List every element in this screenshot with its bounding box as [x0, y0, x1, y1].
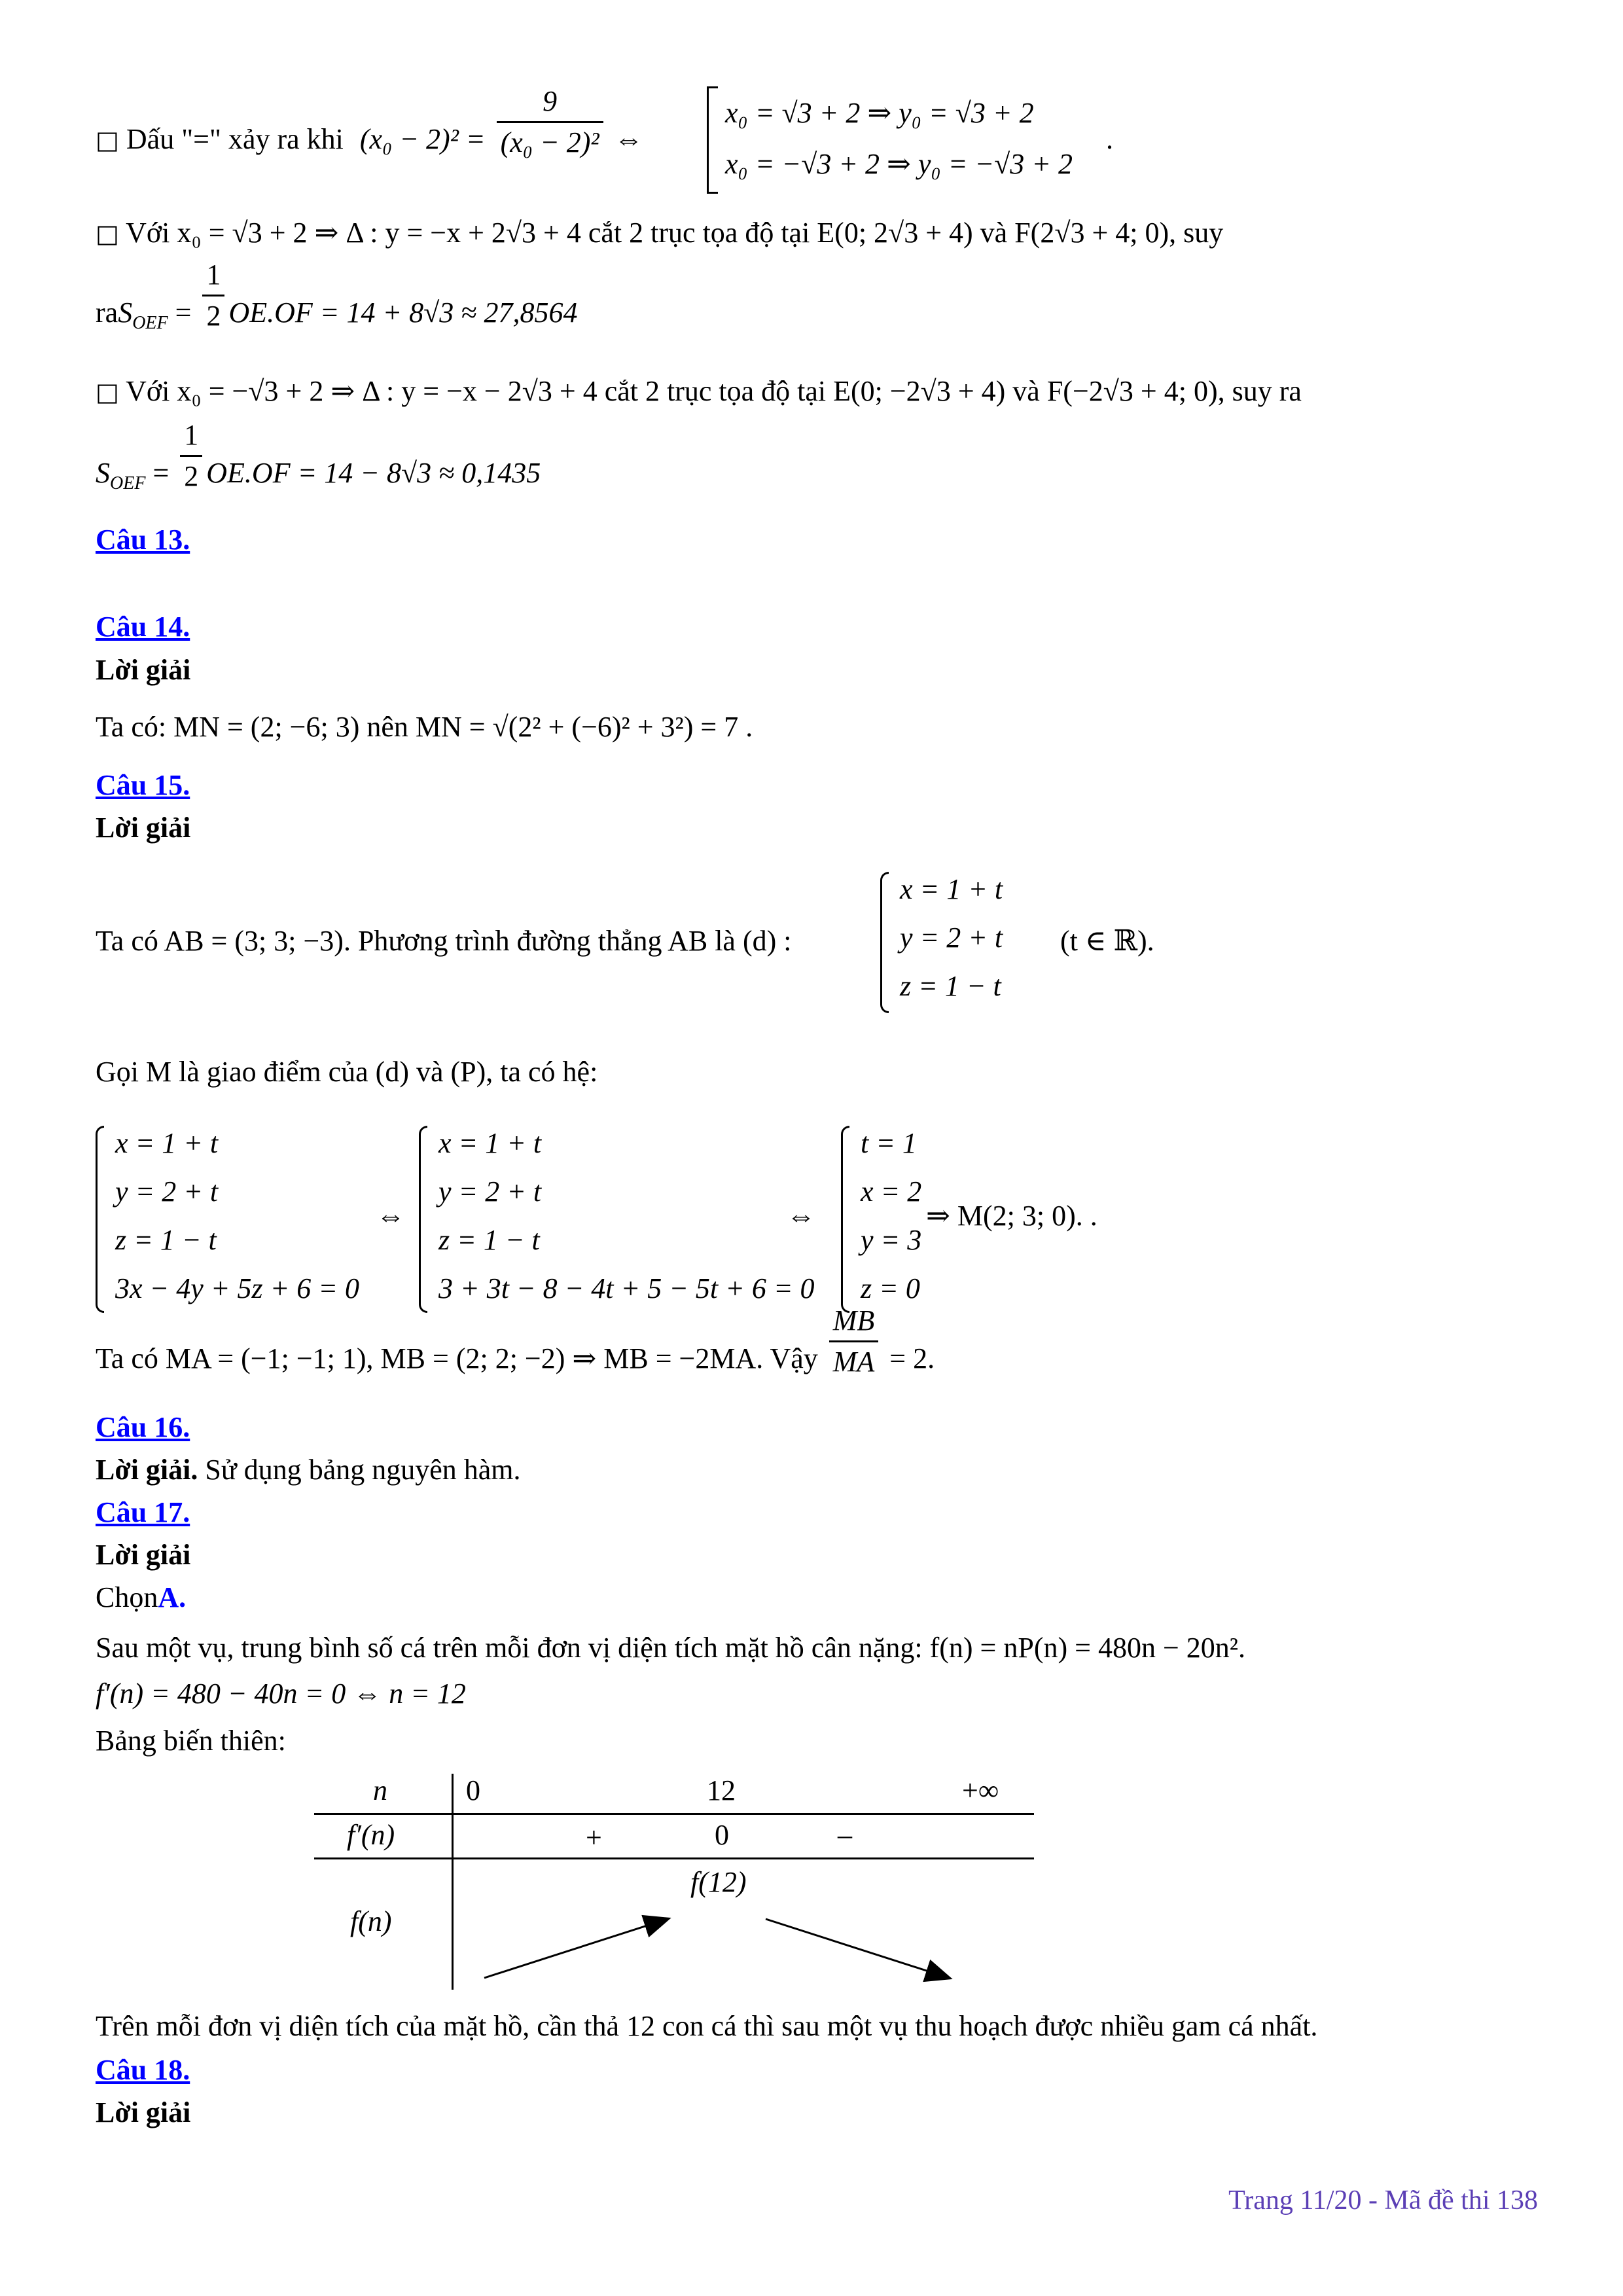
fraction-numerator: 1	[202, 255, 224, 296]
half-fraction	[180, 416, 202, 496]
sys1-row: 3x − 4y + 5z + 6 = 0	[115, 1272, 359, 1304]
sys3-row: z = 0	[861, 1272, 920, 1304]
area-subscript: OEF	[132, 312, 168, 333]
max-value-label: f(12)	[690, 1866, 747, 1898]
solution-heading: Lời giải	[96, 654, 191, 686]
system-brace	[96, 1126, 104, 1313]
area-symbol: S	[118, 296, 133, 329]
question-13-link[interactable]: Câu 13.	[96, 524, 190, 556]
sys3-row: x = 2	[861, 1175, 922, 1208]
x-value-end: +∞	[962, 1774, 999, 1806]
fraction-denominator: 2	[206, 300, 221, 332]
question-15-link[interactable]: Câu 15.	[96, 769, 190, 801]
param-x: x = 1 + t	[900, 873, 1003, 905]
ratio-line	[96, 1304, 935, 1382]
decreasing-arrow	[766, 1919, 949, 1978]
area-negative-result: OE.OF = 14 − 8√3 ≈ 0,1435	[206, 457, 541, 489]
question-18-link[interactable]: Câu 18.	[96, 2054, 190, 2086]
area-symbol: S	[96, 457, 110, 489]
choice-answer: A.	[158, 1581, 187, 1613]
system-1	[96, 1119, 359, 1313]
fraction-numerator: 1	[180, 416, 202, 457]
fraction-numerator: 9	[497, 82, 603, 123]
intersection-intro: Gọi M là giao điểm của (d) và (P), ta có hệ:	[96, 1056, 598, 1088]
fraction-denominator: (x₀ − 2)²	[500, 126, 599, 159]
choice-label: Chọn	[96, 1581, 158, 1613]
q14-solution-text: Ta có: MN = (2; −6; 3) nên MN = √(2² + (−6)² + 3²) = 7 .	[96, 711, 753, 743]
sign-zero: 0	[715, 1819, 729, 1851]
area-subscript: OEF	[110, 473, 146, 493]
bullet-icon: □	[96, 126, 119, 154]
sys1-row: y = 2 + t	[115, 1175, 219, 1208]
ratio-text: Ta có MA = (−1; −1; 1), MB = (2; 2; −2) ⇒ MB = −2MA. Vậy	[96, 1342, 818, 1374]
variation-arrows	[314, 1774, 1034, 1990]
sys1-row: x = 1 + t	[115, 1127, 219, 1159]
case-negative-line	[96, 373, 1302, 410]
fraction-numerator: MB	[829, 1301, 879, 1342]
equality-lhs: (x₀ − 2)² =	[359, 123, 486, 155]
param-y: y = 2 + t	[900, 922, 1003, 954]
system-2	[419, 1119, 815, 1313]
case-2: x₀ = −√3 + 2 ⇒ y₀ = −√3 + 2	[725, 148, 1073, 180]
equiv-symbol: ⇔	[614, 123, 643, 155]
equality-text: Dấu "=" xảy ra khi	[126, 123, 344, 155]
system-brace	[841, 1126, 849, 1313]
bullet-icon: □	[96, 378, 119, 406]
row-label-f: f(n)	[350, 1905, 392, 1937]
sys3-row: y = 3	[861, 1224, 922, 1256]
area-positive-line	[96, 259, 578, 342]
case-bracket	[707, 86, 718, 194]
fraction-denominator: MA	[832, 1346, 875, 1378]
case-list	[725, 88, 1073, 190]
system-brace	[419, 1126, 427, 1313]
case-end-dot: .	[1106, 123, 1113, 155]
fraction-denominator: 2	[184, 460, 199, 493]
solution-heading: Lời giải	[96, 2096, 191, 2128]
q17-conclusion: Trên mỗi đơn vị diện tích của mặt hồ, cần thả 12 con cá thì sau một vụ thu hoạch được nhiều gam cá nhất.	[96, 2010, 1318, 2042]
solution-heading: Lời giải.	[96, 1454, 198, 1486]
question-16-link[interactable]: Câu 16.	[96, 1411, 190, 1443]
case-1: x₀ = √3 + 2 ⇒ y₀ = √3 + 2	[725, 97, 1034, 129]
question-17-link[interactable]: Câu 17.	[96, 1496, 190, 1528]
system-3	[841, 1119, 921, 1313]
sys2-row: y = 2 + t	[438, 1175, 542, 1208]
equiv-symbol: ⇔	[376, 1200, 405, 1232]
increasing-arrow	[484, 1919, 668, 1978]
q16-solution	[96, 1452, 521, 1488]
sys2-row: z = 1 − t	[438, 1224, 540, 1256]
case-positive-text: Với x₀ = √3 + 2 ⇒ Δ : y = −x + 2√3 + 4 cắt 2 trục tọa độ tại E(0; 2√3 + 4) và F(2√3 + 4; 0), suy	[126, 217, 1224, 249]
x-value-start: 0	[466, 1774, 480, 1806]
x-value-critical: 12	[707, 1774, 736, 1806]
bullet-icon: □	[96, 219, 119, 248]
ratio-result: = 2.	[889, 1342, 935, 1374]
equality-condition-line	[96, 85, 643, 162]
sign-positive: +	[586, 1821, 602, 1854]
row-label-fprime: f′(n)	[347, 1819, 395, 1851]
sys3-row: t = 1	[861, 1127, 917, 1159]
param-system	[880, 865, 1003, 1011]
sign-negative: –	[838, 1819, 852, 1851]
half-fraction	[202, 255, 224, 336]
line-ab-text: Ta có AB = (3; 3; −3). Phương trình đường thẳng AB là (d) :	[96, 925, 792, 957]
solution-heading: Lời giải	[96, 1539, 191, 1571]
derivative-text: f′(n) = 480 − 40n = 0 ⇔ n = 12	[96, 1677, 466, 1710]
case-positive-line	[96, 215, 1223, 252]
case-negative-text: Với x₀ = −√3 + 2 ⇒ Δ : y = −x − 2√3 + 4 cắt 2 trục tọa độ tại E(0; −2√3 + 4) và F(−2√3 + 4; 0), suy ra	[126, 375, 1302, 407]
fish-weight-text: Sau một vụ, trung bình số cá trên mỗi đơn vị diện tích mặt hồ cân nặng: f(n) = nP(n) = 480n − 20n².	[96, 1632, 1245, 1664]
q16-solution-text: Sử dụng bảng nguyên hàm.	[198, 1454, 521, 1486]
question-14-link[interactable]: Câu 14.	[96, 611, 190, 643]
equality-fraction	[497, 82, 603, 162]
variation-table	[314, 1774, 1034, 1990]
param-domain: (t ∈ ℝ).	[1060, 925, 1154, 957]
area-positive-result: OE.OF = 14 + 8√3 ≈ 27,8564	[228, 296, 578, 329]
choice-line	[96, 1579, 186, 1616]
system-brace	[880, 872, 889, 1013]
equals-sign: =	[175, 296, 192, 329]
page-footer: Trang 11/20 - Mã đề thi 138	[1228, 2185, 1538, 2215]
ratio-fraction	[829, 1301, 879, 1382]
sys2-row: 3 + 3t − 8 − 4t + 5 − 5t + 6 = 0	[438, 1272, 815, 1304]
param-z: z = 1 − t	[900, 970, 1001, 1002]
sys2-row: x = 1 + t	[438, 1127, 542, 1159]
area-negative-line	[96, 419, 541, 502]
variation-table-label: Bảng biến thiên:	[96, 1725, 286, 1757]
row-label-n: n	[373, 1774, 387, 1806]
solution-heading: Lời giải	[96, 812, 191, 844]
sys1-row: z = 1 − t	[115, 1224, 217, 1256]
area-prefix: ra	[96, 296, 118, 329]
equals-sign: =	[152, 457, 169, 489]
intersection-result: ⇒ M(2; 3; 0). .	[926, 1200, 1097, 1232]
equiv-symbol: ⇔	[787, 1200, 815, 1232]
